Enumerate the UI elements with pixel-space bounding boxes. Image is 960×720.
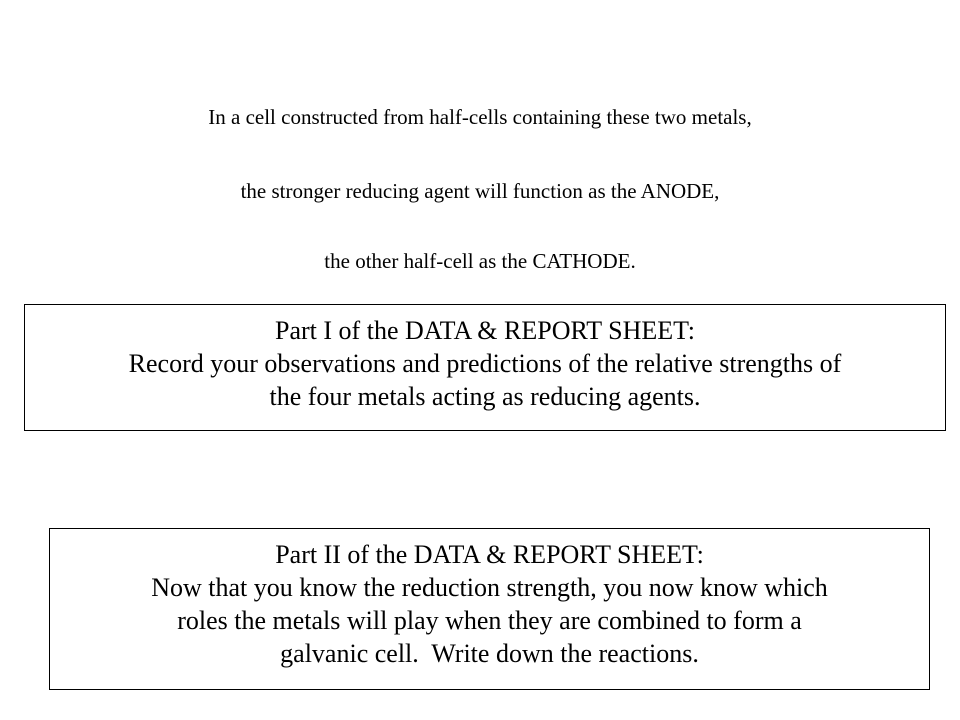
part1-title: Part I of the DATA & REPORT SHEET: bbox=[275, 316, 695, 345]
part2-text-line-3: galvanic cell. Write down the reactions. bbox=[280, 639, 699, 668]
part2-instruction-box bbox=[49, 528, 930, 690]
intro-line-2: the stronger reducing agent will function as the ANODE, bbox=[240, 179, 720, 203]
part1-instruction-box bbox=[24, 304, 946, 431]
part1-text-line-1: Record your observations and predictions of the relative strengths of bbox=[128, 349, 842, 378]
intro-line-1: In a cell constructed from half-cells containing these two metals, bbox=[208, 105, 752, 129]
part1-text-line-2: the four metals acting as reducing agents. bbox=[269, 382, 701, 411]
part2-text-line-2: roles the metals will play when they are combined to form a bbox=[177, 606, 802, 635]
part2-text-line-1: Now that you know the reduction strength, you now know which bbox=[151, 573, 828, 602]
part2-title: Part II of the DATA & REPORT SHEET: bbox=[275, 540, 704, 569]
intro-line-3: the other half-cell as the CATHODE. bbox=[324, 249, 636, 273]
